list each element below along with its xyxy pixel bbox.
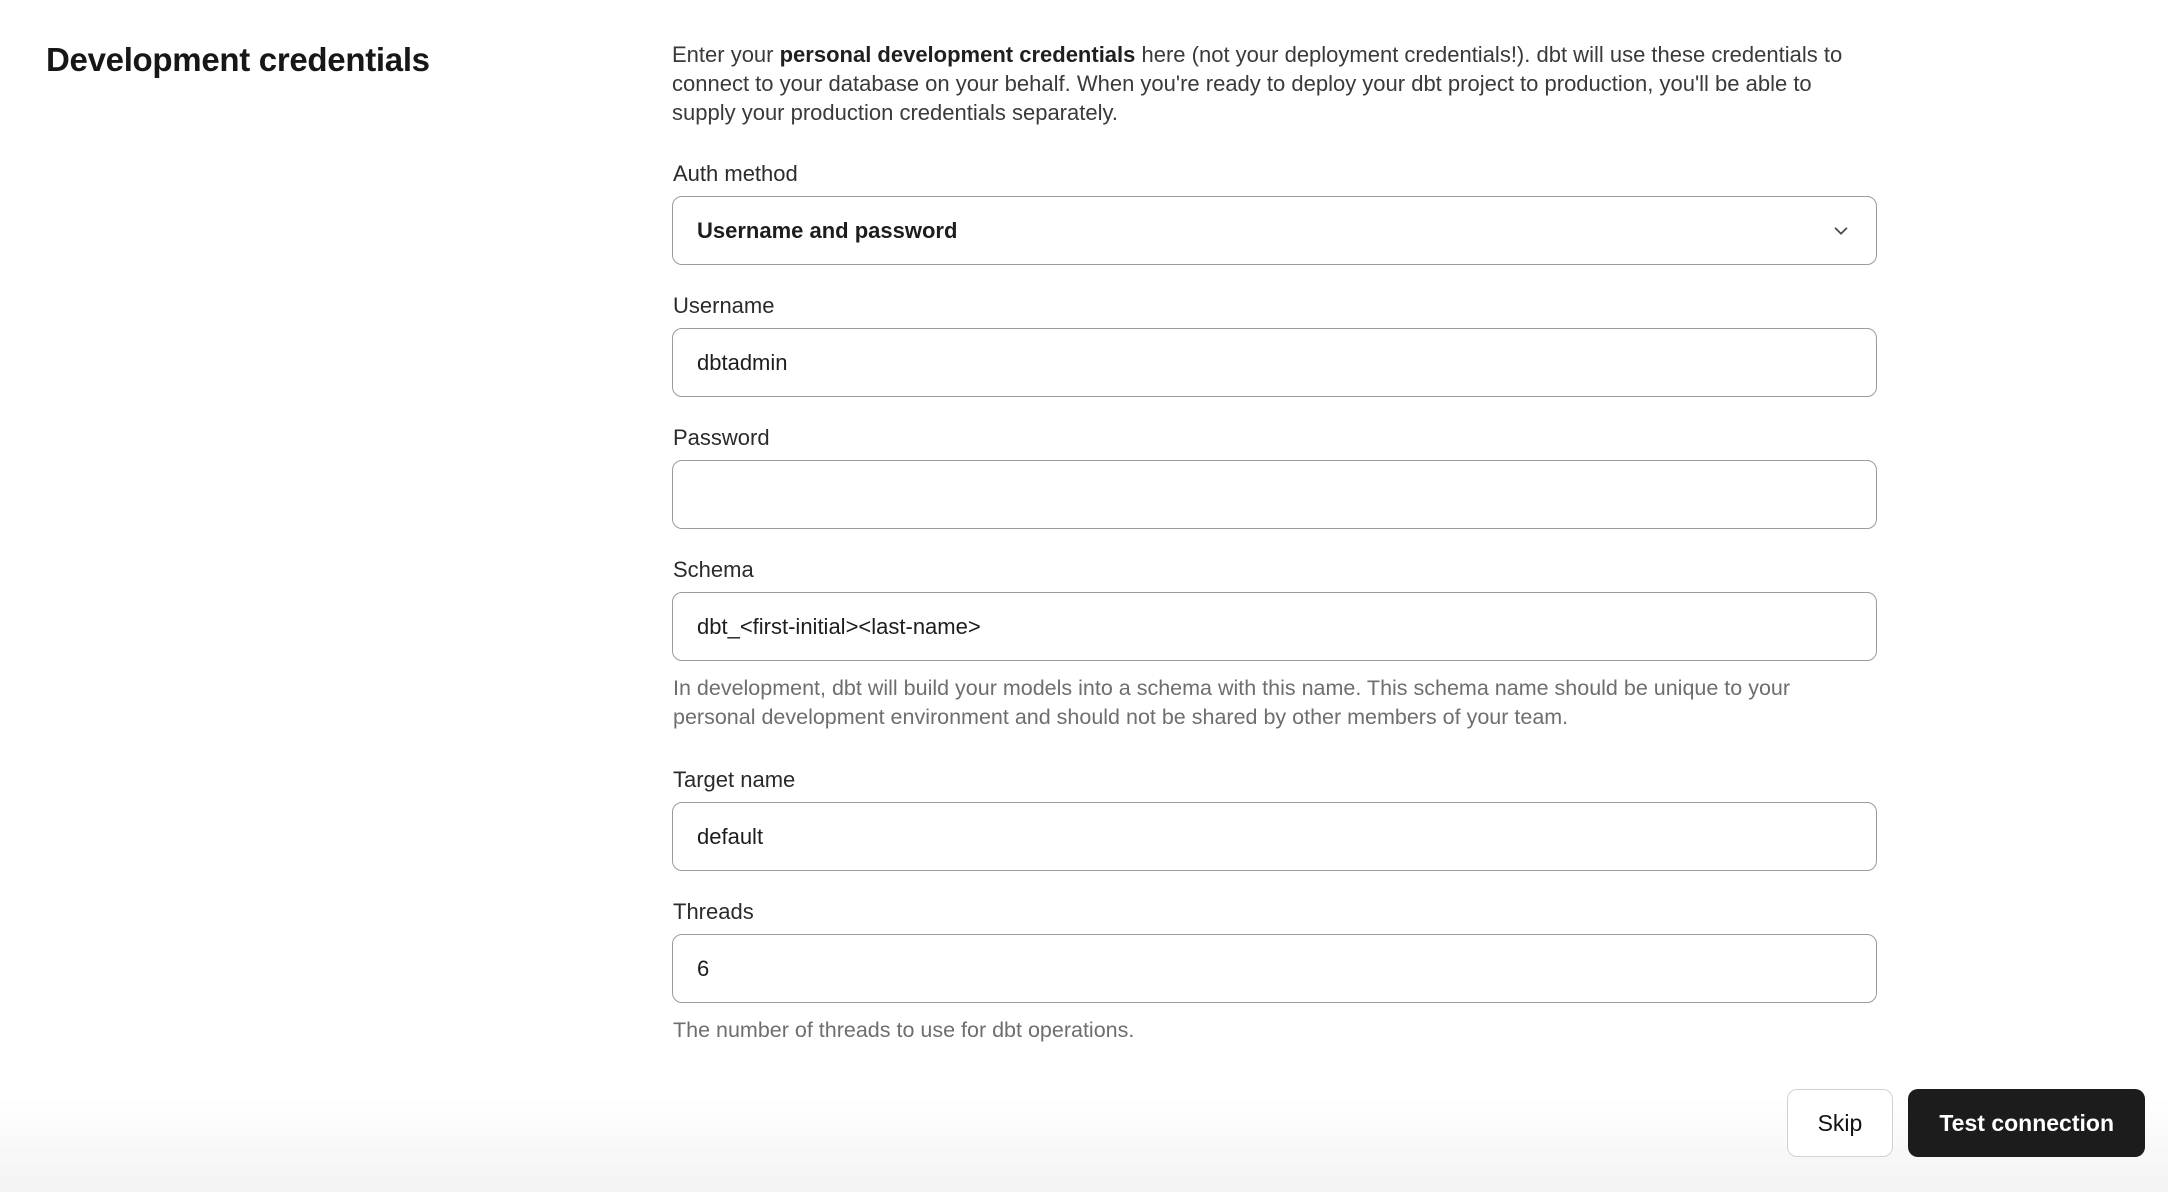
threads-label: Threads [673, 899, 754, 924]
username-label: Username [673, 293, 775, 318]
schema-field [672, 557, 1882, 732]
threads-help-text: The number of threads to use for dbt operations. [673, 1018, 1135, 1042]
auth-method-selected-value: Username and password [697, 217, 958, 243]
page-title: Development credentials [46, 41, 430, 78]
schema-label: Schema [673, 557, 754, 582]
skip-button[interactable]: Skip [1787, 1089, 1894, 1157]
username-input[interactable] [672, 328, 1877, 397]
target-name-input[interactable] [672, 802, 1877, 871]
password-label: Password [673, 425, 770, 450]
target-name-label: Target name [673, 767, 796, 792]
password-field [672, 425, 1882, 529]
footer-actions [1787, 1089, 2145, 1157]
username-field [672, 293, 1882, 397]
schema-input[interactable] [672, 592, 1877, 661]
test-connection-button[interactable]: Test connection [1908, 1089, 2145, 1157]
chevron-down-icon [1830, 220, 1852, 242]
auth-method-label: Auth method [673, 161, 798, 186]
intro-text-pre: Enter your [672, 42, 780, 67]
auth-method-field [672, 161, 1882, 265]
schema-help-text: In development, dbt will build your models into a schema with this name. This schema name should be unique to your personal development environment and should not be shared by other members of your team. [673, 676, 1791, 729]
intro-text-bold: personal development credentials [779, 42, 1136, 67]
intro-text-post: here (not your deployment credentials!). dbt will use these credentials to connect to your database on your behalf. When you're ready to deploy your dbt project to production, you'll be able to supply your production credentials separately. [672, 42, 1843, 125]
password-input[interactable] [672, 460, 1877, 529]
credentials-form [672, 40, 1882, 1080]
target-name-field [672, 767, 1882, 871]
threads-field [672, 899, 1882, 1045]
auth-method-select[interactable] [672, 196, 1877, 265]
intro-paragraph [672, 40, 1852, 127]
threads-input[interactable] [672, 934, 1877, 1003]
